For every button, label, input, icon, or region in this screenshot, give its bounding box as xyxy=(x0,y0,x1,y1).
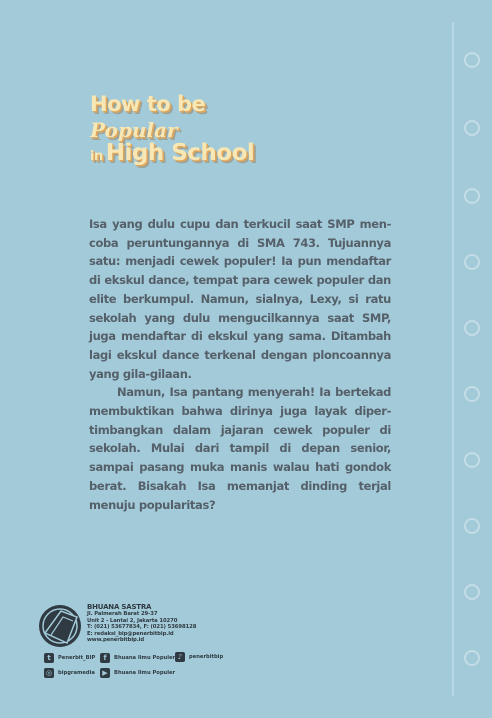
binder-hole xyxy=(464,320,480,336)
twitter-handle: Penerbit_BIP xyxy=(58,655,96,661)
facebook-icon: f xyxy=(100,653,110,663)
title-line-2: Popular xyxy=(90,118,178,142)
publisher-address-2: Unit 2 - Lantai 2, Jakarta 10270 xyxy=(87,617,178,624)
binder-hole xyxy=(464,52,480,68)
binder-hole xyxy=(464,120,480,136)
binder-line xyxy=(452,22,454,696)
binder-hole xyxy=(464,518,480,534)
publisher-address-1: Jl. Palmerah Barat 29-37 xyxy=(87,611,158,617)
instagram-icon: ◎ xyxy=(45,669,53,677)
tiktok-handle: penerbitbip xyxy=(189,654,224,660)
tiktok-icon: ♪ xyxy=(175,652,185,662)
social-youtube[interactable] xyxy=(100,668,175,678)
binder-hole xyxy=(464,452,480,468)
social-facebook[interactable] xyxy=(100,653,175,663)
title-line-1: How to be xyxy=(90,92,206,116)
publisher-phone: T: (021) 53677834, F: (021) 53698128 xyxy=(87,624,197,631)
binder-hole xyxy=(464,386,480,402)
publisher-email[interactable]: E: redaksi_bip@penerbitbip.id xyxy=(87,630,174,637)
youtube-icon: ▶ xyxy=(100,668,110,678)
youtube-handle: Bhuana Ilmu Populer xyxy=(114,670,176,676)
synopsis-paragraph-1: Isa yang dulu cupu dan terkucil saat SMP men-coba peruntungannya di SMA 743. Tujuannya satu: menjadi cewek populer! Ia pun mendaftar di ekskul dance, tempat para cewek populer dan elite berkumpul. Namun, sialnya, Lexy, si ratu sekolah yang dulu mengucilkannya saat SMP, juga mendaftar di ekskul yang sama. Ditambah lagi ekskul dance terkenal dengan ploncoannya yang gila-gilaan. xyxy=(89,217,391,381)
title-high-school: High School xyxy=(105,140,255,166)
binder-hole xyxy=(464,584,480,600)
publisher-info xyxy=(87,603,196,644)
book-title xyxy=(90,94,254,165)
social-instagram[interactable] xyxy=(44,668,95,678)
title-in: in xyxy=(90,149,103,164)
title-line-3 xyxy=(90,142,254,165)
binder-hole xyxy=(464,254,480,270)
binder-hole xyxy=(464,188,480,204)
binder-hole xyxy=(464,650,480,666)
publisher-logo xyxy=(37,603,83,649)
synopsis-paragraph-2: Namun, Isa pantang menyerah! Ia bertekad membuktikan bahwa dirinya juga layak diper-timbangkan dalam jajaran cewek populer di sekolah. Mulai dari tampil di depan senior, sampai pasang muka manis walau hati gondok berat. Bisakah Isa memanjat dinding terjal menuju popularitas? xyxy=(89,385,391,512)
synopsis xyxy=(89,215,391,514)
facebook-handle: Bhuana Ilmu Populer xyxy=(114,655,176,661)
instagram-handle: bipgramedia xyxy=(58,670,95,676)
twitter-icon: t xyxy=(44,653,54,663)
publisher-website[interactable]: www.penerbitbip.id xyxy=(87,637,145,644)
social-twitter[interactable] xyxy=(44,653,95,663)
social-tiktok[interactable] xyxy=(175,652,223,662)
publisher-name: BHUANA SASTRA xyxy=(87,603,152,611)
